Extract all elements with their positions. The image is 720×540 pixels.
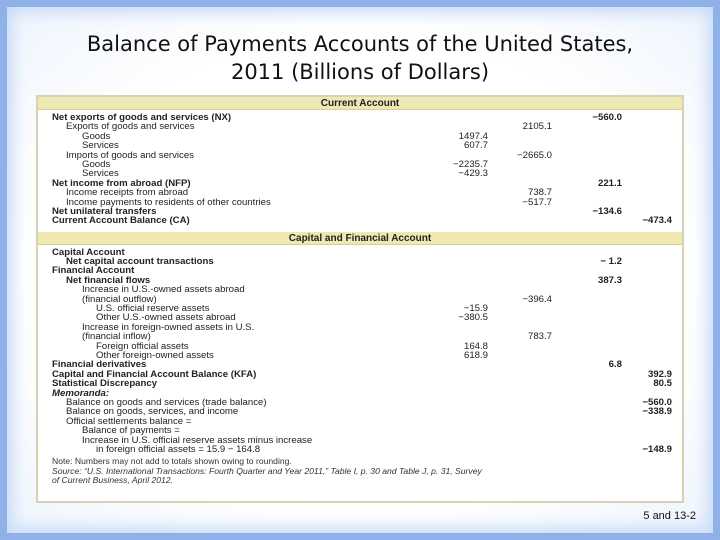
table-row [38, 160, 682, 169]
row-label: Imports of goods and services [66, 149, 194, 161]
row-value: −148.9 [642, 443, 672, 455]
row-label: in foreign official assets = 15.9 − 164.8 [96, 443, 261, 455]
row-label: Balance on goods, services, and income [66, 406, 239, 418]
row-value: 607.7 [463, 140, 488, 152]
row-value: 387.3 [597, 274, 622, 286]
table-row [38, 379, 682, 388]
row-value: 164.8 [463, 340, 488, 352]
source-line-2: of Current Business, April 2012. [52, 475, 174, 486]
row-label: Increase in U.S. official reserve assets minus increase [82, 434, 313, 446]
row-label: U.S. official reserve assets [96, 303, 210, 315]
row-value: −134.6 [592, 205, 622, 217]
row-value: 2105.1 [522, 121, 552, 133]
title-line-2: 2011 (Billions of Dollars) [230, 60, 490, 84]
row-label: Balance on goods and services (trade balance) [66, 396, 267, 408]
row-label: (financial inflow) [82, 331, 151, 343]
row-label: Memoranda: [52, 387, 110, 399]
row-value: −380.5 [458, 312, 488, 324]
note-line-1: Note: Numbers may not add to totals shown owing to rounding. [52, 456, 292, 467]
row-label: Income receipts from abroad [66, 187, 189, 199]
row-label: Increase in foreign-owned assets in U.S. [82, 321, 255, 333]
row-value: 221.1 [597, 177, 622, 189]
row-label: Services [82, 140, 119, 152]
table-row [38, 445, 682, 454]
row-value: −2665.0 [517, 149, 552, 161]
table-row [38, 132, 682, 141]
table-row [38, 151, 682, 160]
row-value: 80.5 [653, 378, 672, 390]
source-line-1: Source: “U.S. International Transactions: Fourth Quarter and Year 2011,” Table I, p. 30 and Table J, p. 31, Survey [52, 465, 482, 476]
row-label: Net capital account transactions [66, 256, 214, 268]
capital-financial-account-rows [38, 248, 682, 455]
row-label: Goods [82, 158, 111, 170]
row-label: Net income from abroad (NFP) [52, 177, 191, 189]
row-label: Services [82, 168, 119, 180]
row-value: 618.9 [463, 349, 488, 361]
row-value: 783.7 [527, 331, 552, 343]
row-label: Net financial flows [66, 274, 151, 286]
row-value: −396.4 [522, 293, 552, 305]
row-label: Balance of payments = [82, 425, 180, 437]
row-label: Net unilateral transfers [52, 205, 157, 217]
title-line-1: Balance of Payments Accounts of the United States, [86, 32, 634, 56]
current-account-rows [38, 113, 682, 226]
row-value: 392.9 [647, 368, 672, 380]
row-label: Other foreign-owned assets [96, 349, 214, 361]
row-value: −15.9 [463, 303, 488, 315]
row-value: −560.0 [592, 112, 622, 123]
row-label: Statistical Discrepancy [52, 378, 158, 390]
table-row [38, 257, 682, 266]
row-value: −560.0 [642, 396, 672, 408]
row-value: −517.7 [522, 196, 552, 208]
row-label: (financial outflow) [82, 293, 157, 305]
row-label: Exports of goods and services [66, 121, 195, 133]
row-label: Official settlements balance = [66, 415, 192, 427]
row-value: 6.8 [608, 359, 622, 371]
row-value: −429.3 [458, 168, 488, 180]
row-value: −473.4 [642, 215, 672, 227]
row-label: Increase in U.S.-owned assets abroad [82, 284, 245, 296]
row-label: Current Account Balance (CA) [52, 215, 190, 227]
row-label: Capital and Financial Account Balance (KFA) [52, 368, 257, 380]
row-value: −2235.7 [453, 158, 488, 170]
row-label: Income payments to residents of other countries [66, 196, 271, 208]
balance-of-payments-table [36, 95, 684, 503]
slide-number: 5 and 13-2 [643, 510, 696, 522]
row-label: Capital Account [52, 246, 125, 258]
row-value: − 1.2 [600, 256, 622, 268]
capital-financial-account-header: Capital and Financial Account [38, 232, 682, 245]
row-label: Financial Account [52, 265, 135, 277]
row-label: Other U.S.-owned assets abroad [96, 312, 236, 324]
row-label: Goods [82, 130, 111, 142]
current-account-header: Current Account [38, 97, 682, 110]
table-row [38, 122, 682, 131]
table-row [38, 216, 682, 225]
row-value: 738.7 [527, 187, 552, 199]
table-note [38, 457, 682, 485]
row-label: Foreign official assets [96, 340, 189, 352]
slide-title [40, 30, 680, 86]
row-value: 1497.4 [458, 130, 488, 142]
row-value: −338.9 [642, 406, 672, 418]
row-label: Net exports of goods and services (NX) [52, 112, 232, 123]
row-label: Financial derivatives [52, 359, 147, 371]
